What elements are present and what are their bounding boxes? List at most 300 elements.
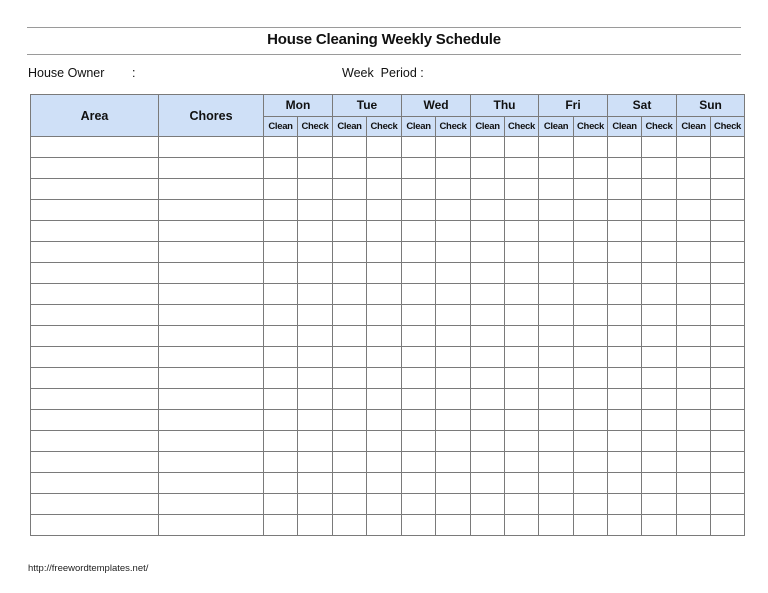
check-cell[interactable] bbox=[711, 326, 745, 347]
clean-cell[interactable] bbox=[677, 221, 711, 242]
check-cell[interactable] bbox=[436, 137, 471, 158]
clean-cell[interactable] bbox=[608, 515, 642, 536]
clean-cell[interactable] bbox=[264, 158, 298, 179]
check-cell[interactable] bbox=[642, 347, 677, 368]
check-cell[interactable] bbox=[367, 347, 402, 368]
clean-cell[interactable] bbox=[539, 305, 574, 326]
clean-cell[interactable] bbox=[402, 305, 436, 326]
clean-cell[interactable] bbox=[333, 452, 367, 473]
check-cell[interactable] bbox=[436, 389, 471, 410]
clean-cell[interactable] bbox=[402, 368, 436, 389]
clean-cell[interactable] bbox=[264, 326, 298, 347]
check-cell[interactable] bbox=[505, 368, 539, 389]
check-cell[interactable] bbox=[711, 494, 745, 515]
clean-cell[interactable] bbox=[402, 200, 436, 221]
clean-cell[interactable] bbox=[677, 305, 711, 326]
check-cell[interactable] bbox=[711, 137, 745, 158]
check-cell[interactable] bbox=[298, 158, 333, 179]
check-cell[interactable] bbox=[367, 473, 402, 494]
clean-cell[interactable] bbox=[677, 410, 711, 431]
check-cell[interactable] bbox=[505, 158, 539, 179]
check-cell[interactable] bbox=[505, 221, 539, 242]
check-cell[interactable] bbox=[505, 179, 539, 200]
clean-cell[interactable] bbox=[402, 242, 436, 263]
check-cell[interactable] bbox=[436, 305, 471, 326]
clean-cell[interactable] bbox=[333, 305, 367, 326]
clean-cell[interactable] bbox=[677, 494, 711, 515]
clean-cell[interactable] bbox=[402, 263, 436, 284]
area-cell[interactable] bbox=[31, 263, 159, 284]
clean-cell[interactable] bbox=[608, 389, 642, 410]
check-cell[interactable] bbox=[367, 179, 402, 200]
clean-cell[interactable] bbox=[677, 179, 711, 200]
clean-cell[interactable] bbox=[333, 284, 367, 305]
chores-cell[interactable] bbox=[159, 200, 264, 221]
clean-cell[interactable] bbox=[539, 158, 574, 179]
clean-cell[interactable] bbox=[264, 452, 298, 473]
check-cell[interactable] bbox=[505, 473, 539, 494]
check-cell[interactable] bbox=[574, 347, 608, 368]
clean-cell[interactable] bbox=[677, 137, 711, 158]
check-cell[interactable] bbox=[711, 347, 745, 368]
check-cell[interactable] bbox=[642, 137, 677, 158]
clean-cell[interactable] bbox=[402, 347, 436, 368]
clean-cell[interactable] bbox=[677, 515, 711, 536]
check-cell[interactable] bbox=[505, 515, 539, 536]
check-cell[interactable] bbox=[436, 242, 471, 263]
check-cell[interactable] bbox=[574, 284, 608, 305]
area-cell[interactable] bbox=[31, 431, 159, 452]
check-cell[interactable] bbox=[711, 200, 745, 221]
clean-cell[interactable] bbox=[608, 158, 642, 179]
check-cell[interactable] bbox=[642, 326, 677, 347]
chores-cell[interactable] bbox=[159, 452, 264, 473]
clean-cell[interactable] bbox=[471, 515, 505, 536]
clean-cell[interactable] bbox=[677, 326, 711, 347]
check-cell[interactable] bbox=[711, 284, 745, 305]
check-cell[interactable] bbox=[298, 431, 333, 452]
clean-cell[interactable] bbox=[402, 326, 436, 347]
clean-cell[interactable] bbox=[608, 347, 642, 368]
area-cell[interactable] bbox=[31, 515, 159, 536]
check-cell[interactable] bbox=[711, 452, 745, 473]
clean-cell[interactable] bbox=[539, 431, 574, 452]
chores-cell[interactable] bbox=[159, 263, 264, 284]
check-cell[interactable] bbox=[642, 389, 677, 410]
clean-cell[interactable] bbox=[402, 221, 436, 242]
clean-cell[interactable] bbox=[333, 326, 367, 347]
chores-cell[interactable] bbox=[159, 473, 264, 494]
check-cell[interactable] bbox=[436, 368, 471, 389]
check-cell[interactable] bbox=[642, 368, 677, 389]
clean-cell[interactable] bbox=[677, 158, 711, 179]
clean-cell[interactable] bbox=[333, 410, 367, 431]
clean-cell[interactable] bbox=[539, 137, 574, 158]
clean-cell[interactable] bbox=[471, 431, 505, 452]
area-cell[interactable] bbox=[31, 305, 159, 326]
clean-cell[interactable] bbox=[608, 263, 642, 284]
clean-cell[interactable] bbox=[677, 284, 711, 305]
check-cell[interactable] bbox=[711, 242, 745, 263]
clean-cell[interactable] bbox=[471, 200, 505, 221]
clean-cell[interactable] bbox=[333, 368, 367, 389]
check-cell[interactable] bbox=[642, 158, 677, 179]
check-cell[interactable] bbox=[711, 515, 745, 536]
check-cell[interactable] bbox=[298, 515, 333, 536]
check-cell[interactable] bbox=[574, 158, 608, 179]
clean-cell[interactable] bbox=[539, 368, 574, 389]
check-cell[interactable] bbox=[298, 347, 333, 368]
clean-cell[interactable] bbox=[264, 263, 298, 284]
chores-cell[interactable] bbox=[159, 494, 264, 515]
clean-cell[interactable] bbox=[608, 242, 642, 263]
check-cell[interactable] bbox=[711, 179, 745, 200]
check-cell[interactable] bbox=[574, 137, 608, 158]
clean-cell[interactable] bbox=[677, 200, 711, 221]
check-cell[interactable] bbox=[574, 410, 608, 431]
clean-cell[interactable] bbox=[539, 515, 574, 536]
clean-cell[interactable] bbox=[608, 326, 642, 347]
clean-cell[interactable] bbox=[471, 473, 505, 494]
clean-cell[interactable] bbox=[471, 137, 505, 158]
check-cell[interactable] bbox=[436, 221, 471, 242]
clean-cell[interactable] bbox=[264, 305, 298, 326]
clean-cell[interactable] bbox=[539, 494, 574, 515]
clean-cell[interactable] bbox=[402, 410, 436, 431]
check-cell[interactable] bbox=[367, 368, 402, 389]
clean-cell[interactable] bbox=[264, 389, 298, 410]
chores-cell[interactable] bbox=[159, 305, 264, 326]
check-cell[interactable] bbox=[505, 242, 539, 263]
clean-cell[interactable] bbox=[264, 137, 298, 158]
clean-cell[interactable] bbox=[471, 368, 505, 389]
check-cell[interactable] bbox=[505, 494, 539, 515]
check-cell[interactable] bbox=[367, 221, 402, 242]
clean-cell[interactable] bbox=[608, 368, 642, 389]
clean-cell[interactable] bbox=[677, 347, 711, 368]
check-cell[interactable] bbox=[642, 473, 677, 494]
check-cell[interactable] bbox=[642, 284, 677, 305]
check-cell[interactable] bbox=[574, 179, 608, 200]
chores-cell[interactable] bbox=[159, 284, 264, 305]
check-cell[interactable] bbox=[436, 284, 471, 305]
clean-cell[interactable] bbox=[677, 242, 711, 263]
check-cell[interactable] bbox=[367, 284, 402, 305]
clean-cell[interactable] bbox=[333, 200, 367, 221]
clean-cell[interactable] bbox=[402, 389, 436, 410]
clean-cell[interactable] bbox=[539, 473, 574, 494]
check-cell[interactable] bbox=[298, 263, 333, 284]
clean-cell[interactable] bbox=[608, 410, 642, 431]
check-cell[interactable] bbox=[642, 242, 677, 263]
clean-cell[interactable] bbox=[333, 137, 367, 158]
area-cell[interactable] bbox=[31, 368, 159, 389]
clean-cell[interactable] bbox=[539, 410, 574, 431]
check-cell[interactable] bbox=[436, 158, 471, 179]
check-cell[interactable] bbox=[574, 263, 608, 284]
clean-cell[interactable] bbox=[402, 452, 436, 473]
check-cell[interactable] bbox=[367, 326, 402, 347]
clean-cell[interactable] bbox=[264, 473, 298, 494]
check-cell[interactable] bbox=[298, 494, 333, 515]
clean-cell[interactable] bbox=[539, 452, 574, 473]
chores-cell[interactable] bbox=[159, 326, 264, 347]
chores-cell[interactable] bbox=[159, 137, 264, 158]
clean-cell[interactable] bbox=[677, 431, 711, 452]
check-cell[interactable] bbox=[711, 368, 745, 389]
check-cell[interactable] bbox=[642, 452, 677, 473]
check-cell[interactable] bbox=[711, 389, 745, 410]
check-cell[interactable] bbox=[298, 305, 333, 326]
check-cell[interactable] bbox=[298, 389, 333, 410]
check-cell[interactable] bbox=[367, 158, 402, 179]
check-cell[interactable] bbox=[642, 305, 677, 326]
check-cell[interactable] bbox=[574, 431, 608, 452]
area-cell[interactable] bbox=[31, 452, 159, 473]
check-cell[interactable] bbox=[711, 473, 745, 494]
check-cell[interactable] bbox=[642, 515, 677, 536]
clean-cell[interactable] bbox=[264, 347, 298, 368]
area-cell[interactable] bbox=[31, 389, 159, 410]
clean-cell[interactable] bbox=[677, 368, 711, 389]
clean-cell[interactable] bbox=[608, 305, 642, 326]
chores-cell[interactable] bbox=[159, 368, 264, 389]
check-cell[interactable] bbox=[711, 410, 745, 431]
check-cell[interactable] bbox=[711, 263, 745, 284]
clean-cell[interactable] bbox=[333, 494, 367, 515]
check-cell[interactable] bbox=[642, 431, 677, 452]
clean-cell[interactable] bbox=[539, 263, 574, 284]
clean-cell[interactable] bbox=[264, 242, 298, 263]
check-cell[interactable] bbox=[436, 515, 471, 536]
chores-cell[interactable] bbox=[159, 242, 264, 263]
clean-cell[interactable] bbox=[677, 452, 711, 473]
clean-cell[interactable] bbox=[608, 200, 642, 221]
check-cell[interactable] bbox=[642, 179, 677, 200]
check-cell[interactable] bbox=[367, 431, 402, 452]
check-cell[interactable] bbox=[367, 137, 402, 158]
area-cell[interactable] bbox=[31, 494, 159, 515]
clean-cell[interactable] bbox=[471, 305, 505, 326]
check-cell[interactable] bbox=[298, 200, 333, 221]
area-cell[interactable] bbox=[31, 284, 159, 305]
check-cell[interactable] bbox=[367, 305, 402, 326]
clean-cell[interactable] bbox=[608, 179, 642, 200]
check-cell[interactable] bbox=[436, 494, 471, 515]
clean-cell[interactable] bbox=[539, 326, 574, 347]
check-cell[interactable] bbox=[505, 137, 539, 158]
chores-cell[interactable] bbox=[159, 347, 264, 368]
clean-cell[interactable] bbox=[608, 494, 642, 515]
check-cell[interactable] bbox=[505, 452, 539, 473]
clean-cell[interactable] bbox=[608, 284, 642, 305]
check-cell[interactable] bbox=[505, 284, 539, 305]
check-cell[interactable] bbox=[298, 326, 333, 347]
clean-cell[interactable] bbox=[264, 200, 298, 221]
check-cell[interactable] bbox=[298, 473, 333, 494]
area-cell[interactable] bbox=[31, 221, 159, 242]
check-cell[interactable] bbox=[574, 473, 608, 494]
check-cell[interactable] bbox=[436, 431, 471, 452]
clean-cell[interactable] bbox=[333, 242, 367, 263]
check-cell[interactable] bbox=[642, 494, 677, 515]
clean-cell[interactable] bbox=[333, 515, 367, 536]
area-cell[interactable] bbox=[31, 158, 159, 179]
check-cell[interactable] bbox=[436, 473, 471, 494]
clean-cell[interactable] bbox=[539, 284, 574, 305]
check-cell[interactable] bbox=[436, 200, 471, 221]
clean-cell[interactable] bbox=[471, 242, 505, 263]
check-cell[interactable] bbox=[436, 452, 471, 473]
check-cell[interactable] bbox=[505, 431, 539, 452]
clean-cell[interactable] bbox=[471, 179, 505, 200]
check-cell[interactable] bbox=[367, 242, 402, 263]
clean-cell[interactable] bbox=[471, 494, 505, 515]
area-cell[interactable] bbox=[31, 326, 159, 347]
check-cell[interactable] bbox=[298, 221, 333, 242]
check-cell[interactable] bbox=[298, 368, 333, 389]
clean-cell[interactable] bbox=[402, 284, 436, 305]
check-cell[interactable] bbox=[505, 410, 539, 431]
clean-cell[interactable] bbox=[402, 158, 436, 179]
check-cell[interactable] bbox=[367, 452, 402, 473]
clean-cell[interactable] bbox=[402, 494, 436, 515]
clean-cell[interactable] bbox=[333, 347, 367, 368]
check-cell[interactable] bbox=[642, 263, 677, 284]
chores-cell[interactable] bbox=[159, 389, 264, 410]
clean-cell[interactable] bbox=[333, 221, 367, 242]
check-cell[interactable] bbox=[505, 305, 539, 326]
check-cell[interactable] bbox=[574, 515, 608, 536]
check-cell[interactable] bbox=[574, 494, 608, 515]
clean-cell[interactable] bbox=[333, 263, 367, 284]
check-cell[interactable] bbox=[298, 242, 333, 263]
clean-cell[interactable] bbox=[264, 179, 298, 200]
clean-cell[interactable] bbox=[677, 389, 711, 410]
clean-cell[interactable] bbox=[264, 221, 298, 242]
clean-cell[interactable] bbox=[471, 221, 505, 242]
check-cell[interactable] bbox=[574, 389, 608, 410]
clean-cell[interactable] bbox=[539, 347, 574, 368]
check-cell[interactable] bbox=[298, 452, 333, 473]
check-cell[interactable] bbox=[436, 326, 471, 347]
check-cell[interactable] bbox=[711, 431, 745, 452]
chores-cell[interactable] bbox=[159, 410, 264, 431]
chores-cell[interactable] bbox=[159, 221, 264, 242]
clean-cell[interactable] bbox=[402, 515, 436, 536]
clean-cell[interactable] bbox=[264, 410, 298, 431]
check-cell[interactable] bbox=[367, 494, 402, 515]
check-cell[interactable] bbox=[436, 263, 471, 284]
clean-cell[interactable] bbox=[608, 137, 642, 158]
area-cell[interactable] bbox=[31, 347, 159, 368]
clean-cell[interactable] bbox=[471, 284, 505, 305]
chores-cell[interactable] bbox=[159, 515, 264, 536]
check-cell[interactable] bbox=[574, 368, 608, 389]
check-cell[interactable] bbox=[298, 179, 333, 200]
clean-cell[interactable] bbox=[333, 158, 367, 179]
area-cell[interactable] bbox=[31, 179, 159, 200]
check-cell[interactable] bbox=[436, 410, 471, 431]
clean-cell[interactable] bbox=[333, 179, 367, 200]
check-cell[interactable] bbox=[574, 221, 608, 242]
check-cell[interactable] bbox=[505, 326, 539, 347]
area-cell[interactable] bbox=[31, 473, 159, 494]
check-cell[interactable] bbox=[436, 179, 471, 200]
check-cell[interactable] bbox=[367, 263, 402, 284]
chores-cell[interactable] bbox=[159, 158, 264, 179]
clean-cell[interactable] bbox=[333, 389, 367, 410]
check-cell[interactable] bbox=[642, 221, 677, 242]
clean-cell[interactable] bbox=[471, 452, 505, 473]
check-cell[interactable] bbox=[574, 242, 608, 263]
check-cell[interactable] bbox=[298, 284, 333, 305]
clean-cell[interactable] bbox=[264, 515, 298, 536]
check-cell[interactable] bbox=[298, 410, 333, 431]
clean-cell[interactable] bbox=[471, 158, 505, 179]
chores-cell[interactable] bbox=[159, 179, 264, 200]
clean-cell[interactable] bbox=[539, 200, 574, 221]
check-cell[interactable] bbox=[505, 263, 539, 284]
clean-cell[interactable] bbox=[264, 368, 298, 389]
clean-cell[interactable] bbox=[264, 494, 298, 515]
clean-cell[interactable] bbox=[471, 389, 505, 410]
clean-cell[interactable] bbox=[264, 431, 298, 452]
check-cell[interactable] bbox=[436, 347, 471, 368]
check-cell[interactable] bbox=[505, 200, 539, 221]
check-cell[interactable] bbox=[711, 221, 745, 242]
clean-cell[interactable] bbox=[471, 326, 505, 347]
check-cell[interactable] bbox=[574, 305, 608, 326]
check-cell[interactable] bbox=[367, 410, 402, 431]
clean-cell[interactable] bbox=[539, 389, 574, 410]
clean-cell[interactable] bbox=[539, 242, 574, 263]
check-cell[interactable] bbox=[574, 326, 608, 347]
check-cell[interactable] bbox=[711, 158, 745, 179]
check-cell[interactable] bbox=[505, 347, 539, 368]
clean-cell[interactable] bbox=[402, 137, 436, 158]
area-cell[interactable] bbox=[31, 200, 159, 221]
clean-cell[interactable] bbox=[264, 284, 298, 305]
clean-cell[interactable] bbox=[608, 431, 642, 452]
clean-cell[interactable] bbox=[539, 221, 574, 242]
clean-cell[interactable] bbox=[471, 347, 505, 368]
check-cell[interactable] bbox=[574, 200, 608, 221]
check-cell[interactable] bbox=[367, 200, 402, 221]
check-cell[interactable] bbox=[367, 515, 402, 536]
check-cell[interactable] bbox=[367, 389, 402, 410]
area-cell[interactable] bbox=[31, 410, 159, 431]
clean-cell[interactable] bbox=[677, 263, 711, 284]
check-cell[interactable] bbox=[298, 137, 333, 158]
clean-cell[interactable] bbox=[402, 179, 436, 200]
area-cell[interactable] bbox=[31, 137, 159, 158]
area-cell[interactable] bbox=[31, 242, 159, 263]
clean-cell[interactable] bbox=[539, 179, 574, 200]
clean-cell[interactable] bbox=[608, 473, 642, 494]
check-cell[interactable] bbox=[711, 305, 745, 326]
check-cell[interactable] bbox=[642, 410, 677, 431]
clean-cell[interactable] bbox=[333, 431, 367, 452]
clean-cell[interactable] bbox=[471, 410, 505, 431]
check-cell[interactable] bbox=[505, 389, 539, 410]
clean-cell[interactable] bbox=[402, 473, 436, 494]
check-cell[interactable] bbox=[642, 200, 677, 221]
clean-cell[interactable] bbox=[333, 473, 367, 494]
chores-cell[interactable] bbox=[159, 431, 264, 452]
check-cell[interactable] bbox=[574, 452, 608, 473]
clean-cell[interactable] bbox=[608, 221, 642, 242]
